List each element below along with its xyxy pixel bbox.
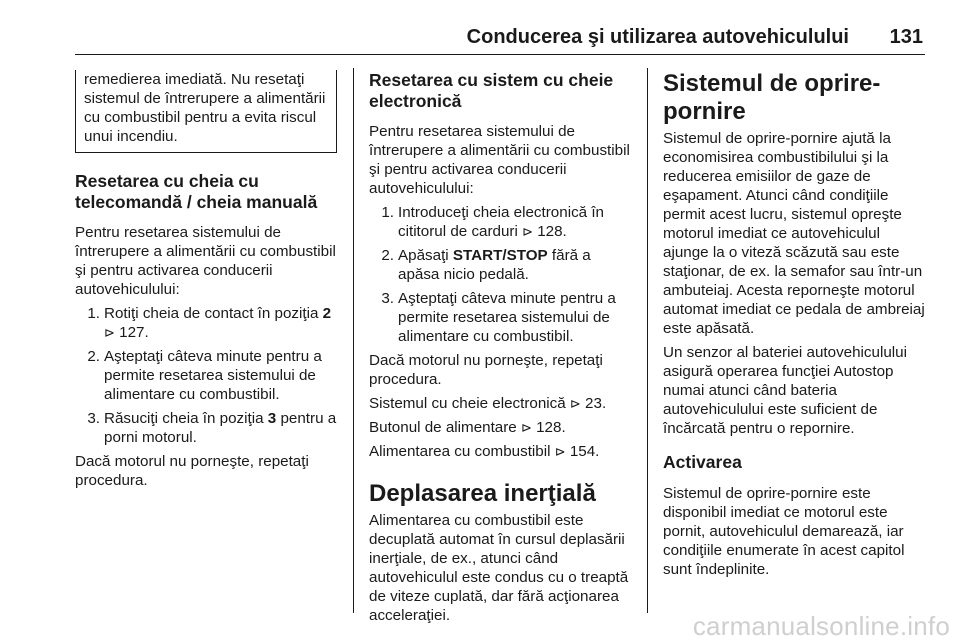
text-run: Aşteptaţi câteva minute pentru a permite resetarea sistemului de alimentare cu combustibil. — [104, 348, 322, 403]
column-divider — [647, 68, 648, 613]
section-heading: Deplasarea inerţială — [369, 480, 596, 507]
text-run: fără a apăsa nicio pedală. — [398, 247, 591, 283]
text-run: 128. — [531, 419, 566, 436]
paragraph — [663, 484, 927, 579]
list-item — [369, 289, 632, 346]
text-column-right — [663, 70, 927, 584]
bold-text: 3 — [267, 410, 277, 427]
list-item — [369, 203, 632, 241]
text-run: 127. — [114, 324, 149, 341]
list-item-text — [104, 347, 337, 404]
paragraph — [75, 223, 337, 299]
text-run: Rotiţi cheia de contact în poziţia — [104, 305, 323, 322]
text-run: Dacă motorul nu porneşte, repetaţi procedura. — [369, 352, 603, 388]
subsection-heading: Resetarea cu cheia cu telecomandă / cheia manuală — [75, 171, 318, 212]
arrow-right-icon: ⊳ — [522, 224, 533, 239]
list-number: 1. — [381, 204, 394, 221]
paragraph — [369, 511, 632, 625]
spacer — [663, 443, 927, 452]
bold-text: 2 — [322, 305, 332, 322]
list-item — [75, 347, 337, 404]
list-number: 3. — [381, 290, 394, 307]
list-item-text — [398, 203, 632, 241]
list-item-text — [398, 289, 632, 346]
arrow-right-icon: ⊳ — [104, 325, 115, 340]
paragraph — [369, 442, 632, 461]
list-number: 1. — [87, 305, 100, 322]
section-heading: Sistemul de oprire-pornire — [663, 70, 881, 125]
text-column-left — [75, 70, 337, 495]
numbered-list — [75, 304, 337, 447]
text-column-middle — [369, 70, 632, 630]
paragraph — [663, 343, 927, 438]
list-item-text — [104, 409, 337, 447]
text-run: Alimentarea cu combustibil este decuplată automat în cursul deplasării inerţiale, de ex., atunci când autovehiculul este condus cu o treaptă de viteze cuplată, dar fără acţionarea acceleraţiei. — [369, 512, 629, 624]
list-item — [75, 304, 337, 342]
page-header — [75, 24, 925, 55]
text-run: Apăsaţi — [398, 247, 453, 264]
text-run: Sistemul de oprire-pornire este disponibil imediat ce motorul este pornit, autovehiculul demarează, iar condiţiile enumerate în acest capitol sunt îndeplinite. — [663, 485, 905, 578]
spacer — [369, 466, 632, 480]
paragraph — [369, 351, 632, 389]
paragraph — [369, 394, 632, 413]
text-run: 128. — [533, 223, 567, 240]
text-run: Alimentarea cu combustibil — [369, 443, 555, 460]
text-run: Aşteptaţi câteva minute pentru a permite resetarea sistemului de alimentare cu combustibil. — [398, 290, 616, 345]
arrow-right-icon: ⊳ — [554, 444, 566, 459]
list-item — [75, 409, 337, 447]
paragraph — [75, 452, 337, 490]
list-number: 3. — [87, 410, 100, 427]
text-run: 154. — [565, 443, 600, 460]
list-item-text — [104, 304, 337, 342]
column-divider — [353, 68, 354, 613]
numbered-list — [369, 203, 632, 346]
arrow-right-icon: ⊳ — [569, 396, 581, 411]
subsection-heading: Activarea — [663, 452, 742, 472]
watermark: carmanualsonline.info — [692, 611, 950, 641]
text-run: 23. — [580, 395, 607, 412]
text-run: pentru a porni motorul. — [104, 410, 337, 446]
warning-box-text: remedierea imediată. Nu resetaţi sistemul de întrerupere a alimentării cu combustibil pentru a evita riscul unui incendiu. — [75, 70, 337, 153]
text-run: Butonul de alimentare — [369, 419, 521, 436]
text-run: Dacă motorul nu porneşte, repetaţi procedura. — [75, 453, 309, 489]
paragraph — [369, 122, 632, 198]
text-run: Pentru resetarea sistemului de întrerupere a alimentării cu combustibil şi pentru activarea conducerii autovehiculului: — [369, 123, 630, 197]
list-item-text — [398, 246, 632, 284]
paragraph — [663, 129, 927, 338]
text-run: Sistemul de oprire-pornire ajută la economisirea combustibilului şi la reducerea emisiilor de gaze de eşapament. Atunci când condiţiile permit acest lucru, sistemul opreşte motorul imediat ce autovehiculul ajunge la o viteză scăzută sau este staţionar, de ex. la semafor sau într-un ambuteiaj. Acesta reporneşte motorul automat imediat ce pedala de ambreiaj este apăsată. — [663, 130, 925, 337]
text-run: Răsuciţi cheia în poziţia — [104, 410, 268, 427]
list-number: 2. — [87, 348, 100, 365]
bold-text: START/STOP — [452, 247, 548, 264]
subsection-heading: Resetarea cu sistem cu cheie electronică — [369, 70, 614, 111]
text-run: Sistemul cu cheie electronică — [369, 395, 570, 412]
text-run: Pentru resetarea sistemului de întrerupere a alimentării cu combustibil şi pentru activarea conducerii autovehiculului: — [75, 224, 336, 298]
chapter-title: Conducerea şi utilizarea autovehiculului — [466, 26, 849, 48]
page-number: 131 — [889, 26, 923, 48]
text-run: Un senzor al bateriei autovehiculului asigură operarea funcţiei Autostop numai atunci când bateria autovehiculului este suficient de încărcată pentru o repornire. — [663, 344, 907, 437]
paragraph — [369, 418, 632, 437]
arrow-right-icon: ⊳ — [520, 420, 532, 435]
list-number: 2. — [381, 247, 394, 264]
text-run: Introduceţi cheia electronică în cititorul de carduri — [398, 204, 604, 240]
list-item — [369, 246, 632, 284]
